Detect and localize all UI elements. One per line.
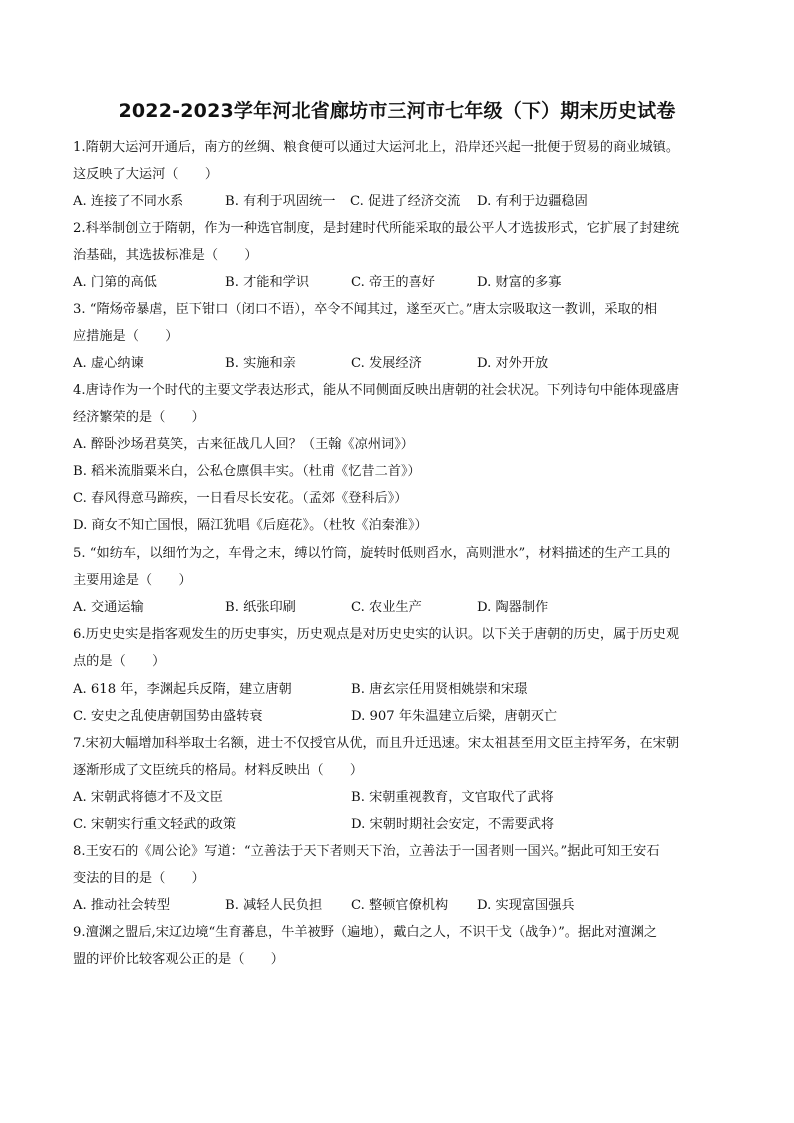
question-1-option-a: A. 连接了不同水系 <box>73 194 184 209</box>
question-4-option-d: D. 商女不知亡国恨，隔江犹唱《后庭花》。（杜牧《泊秦淮》） <box>73 518 428 533</box>
question-8-option-d: D. 实现富国强兵 <box>477 898 575 913</box>
question-7-stem-line-1: 7.宋初大幅增加科举取士名额，进士不仅授官从优，而且升迁迅速。宋太祖甚至用文臣主持军务，在宋朝 <box>73 736 680 751</box>
question-7-options-row-1 <box>73 784 723 811</box>
question-7-stem-line-2: 逐渐形成了文臣统兵的格局。材料反映出（ ） <box>73 763 364 778</box>
question-8-stem-line-1: 8.王安石的《周公论》写道：“立善法于天下者则天下治，立善法于一国者则一国兴。”据此可知王安石 <box>73 844 660 859</box>
question-1-stem-line-2: 这反映了大运河（ ） <box>73 167 219 182</box>
question-3-option-a: A. 虚心纳谏 <box>73 356 144 371</box>
question-2-option-b: B. 才能和学识 <box>225 275 310 290</box>
question-5-stem-line-1: 5. “如纺车，以细竹为之，车骨之末，缚以竹筒，旋转时低则舀水，高则泄水”，材料描述的生产工具的 <box>73 546 671 561</box>
question-6-option-c: C. 安史之乱使唐朝国势由盛转衰 <box>73 709 263 724</box>
question-7-option-a: A. 宋朝武将德才不及文臣 <box>73 790 223 805</box>
question-2-options <box>73 269 723 296</box>
question-5-option-d: D. 陶器制作 <box>477 600 549 615</box>
question-3-option-c: C. 发展经济 <box>351 356 422 371</box>
question-1-option-b: B. 有利于巩固统一 <box>225 194 336 209</box>
question-2-option-d: D. 财富的多寡 <box>477 275 562 290</box>
question-2-option-a: A. 门第的高低 <box>73 275 157 290</box>
question-1-options <box>73 188 723 215</box>
question-6-stem-line-1: 6.历史史实是指客观发生的历史事实，历史观点是对历史史实的认识。以下关于唐朝的历史，属于历史观 <box>73 627 680 642</box>
page-title: 2022-2023学年河北省廊坊市三河市七年级（下）期末历史试卷 <box>118 100 676 122</box>
question-9-stem-line-1: 9.澶渊之盟后,宋辽边境“生育蕃息，牛羊被野（遍地），戴白之人，不识干戈（战争）”。据此对澶渊之 <box>73 925 658 940</box>
question-8-option-b: B. 减轻人民负担 <box>225 898 323 913</box>
question-1-option-c: C. 促进了经济交流 <box>350 194 461 209</box>
question-8-options <box>73 892 723 919</box>
question-5-stem-line-2: 主要用途是（ ） <box>73 573 192 588</box>
question-6-option-d: D. 907 年朱温建立后梁，唐朝灭亡 <box>351 709 558 724</box>
question-8-option-c: C. 整顿官僚机构 <box>351 898 449 913</box>
question-7-options-row-2 <box>73 811 723 838</box>
question-4-option-b: B. 稻米流脂粟米白，公私仓廪俱丰实。（杜甫《忆昔二首》） <box>73 464 421 479</box>
question-4-stem-line-1: 4.唐诗作为一个时代的主要文学表达形式，能从不同侧面反映出唐朝的社会状况。下列诗句中能体现盛唐 <box>73 383 680 398</box>
question-3-option-d: D. 对外开放 <box>477 356 549 371</box>
question-6-stem-line-2: 点的是（ ） <box>73 654 166 669</box>
question-2-option-c: C. 帝王的喜好 <box>351 275 435 290</box>
question-3-option-b: B. 实施和亲 <box>225 356 296 371</box>
question-4-stem-line-2: 经济繁荣的是（ ） <box>73 410 205 425</box>
question-6-options-row-1 <box>73 676 723 703</box>
question-5-option-c: C. 农业生产 <box>351 600 422 615</box>
question-6-option-b: B. 唐玄宗任用贤相姚崇和宋璟 <box>351 682 528 697</box>
question-3-options <box>73 350 723 377</box>
question-2-stem-line-2: 治基础，其选拔标准是（ ） <box>73 248 258 263</box>
question-5-option-b: B. 纸张印刷 <box>225 600 296 615</box>
question-9-stem-line-2: 盟的评价比较客观公正的是（ ） <box>73 952 284 967</box>
question-8-option-a: A. 推动社会转型 <box>73 898 171 913</box>
question-7-option-b: B. 宋朝重视教育，文官取代了武将 <box>351 790 554 805</box>
question-1-stem-line-1: 1.隋朝大运河开通后，南方的丝绸、粮食便可以通过大运河北上，沿岸还兴起一批便于贸易的商业城镇。 <box>73 140 680 155</box>
question-2-stem-line-1: 2.科举制创立于隋朝，作为一种选官制度，是封建时代所能采取的最公平人才选拔形式，它扩展了封建统 <box>73 221 680 236</box>
question-3-stem-line-1: 3. “隋炀帝暴虐，臣下钳口（闭口不语），卒令不闻其过，遂至灭亡。”唐太宗吸取这一教训，采取的相 <box>73 302 658 317</box>
question-6-options-row-2 <box>73 703 723 730</box>
question-3-stem-line-2: 应措施是（ ） <box>73 329 179 344</box>
question-4-option-a: A. 醉卧沙场君莫笑，古来征战几人回？（王翰《凉州词》） <box>73 437 414 452</box>
question-6-option-a: A. 618 年，李渊起兵反隋，建立唐朝 <box>73 682 292 697</box>
question-5-option-a: A. 交通运输 <box>73 600 144 615</box>
question-8-stem-line-2: 变法的目的是（ ） <box>73 871 205 886</box>
question-7-option-d: D. 宋朝时期社会安定，不需要武将 <box>351 817 555 832</box>
question-5-options <box>73 594 723 621</box>
question-7-option-c: C. 宋朝实行重文轻武的政策 <box>73 817 237 832</box>
question-1-option-d: D. 有利于边疆稳固 <box>477 194 588 209</box>
question-4-option-c: C. 春风得意马蹄疾，一日看尽长安花。（孟郊《登科后》） <box>73 491 408 506</box>
